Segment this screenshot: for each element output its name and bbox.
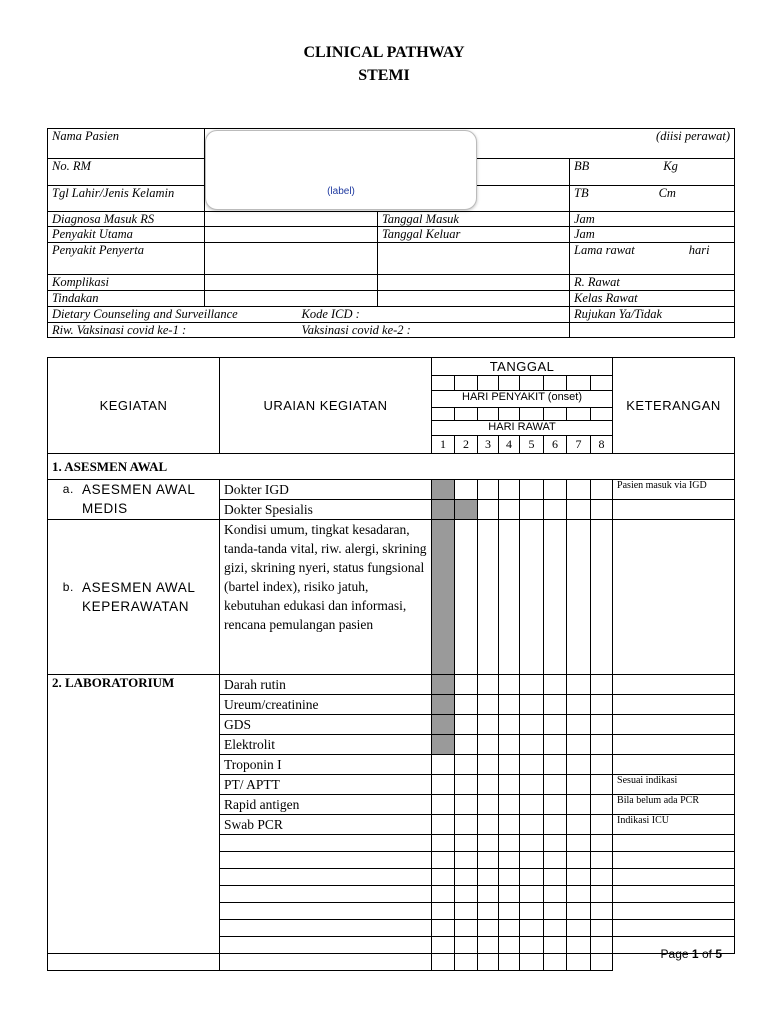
day-cell[interactable] <box>455 869 478 886</box>
lab-note <box>613 695 735 715</box>
day-cell[interactable] <box>455 480 478 500</box>
hari-penyakit-cell[interactable] <box>567 408 591 421</box>
day-cell[interactable] <box>520 735 544 755</box>
day-cell[interactable] <box>544 675 567 695</box>
day-cell[interactable] <box>567 815 591 835</box>
day-cell[interactable] <box>220 954 432 971</box>
hari-penyakit-cell[interactable] <box>520 408 544 421</box>
diagnosa-masuk-label: Diagnosa Masuk RS <box>48 212 205 227</box>
day-cell[interactable] <box>499 520 520 675</box>
day-cell[interactable] <box>432 852 455 869</box>
day-cell[interactable] <box>520 920 544 937</box>
day-cell[interactable] <box>544 715 567 735</box>
patient-label-overlay[interactable] <box>205 130 477 210</box>
day-cell[interactable] <box>544 775 567 795</box>
lama-rawat-label: Lama rawat <box>574 243 635 257</box>
day-cell[interactable] <box>567 852 591 869</box>
day-cell-filled[interactable] <box>432 480 455 500</box>
tgl-lahir-label: Tgl Lahir/Jenis Kelamin <box>48 186 205 212</box>
lab-item: GDS <box>220 715 432 735</box>
tanggal-cell[interactable] <box>455 376 478 391</box>
hari-penyakit-cell[interactable] <box>455 408 478 421</box>
note-cell[interactable] <box>591 954 613 971</box>
day-cell[interactable] <box>478 675 499 695</box>
day-cell[interactable] <box>567 520 591 675</box>
day-cell[interactable] <box>520 869 544 886</box>
day-cell[interactable] <box>499 795 520 815</box>
day-cell[interactable] <box>544 937 567 954</box>
lab-note <box>613 675 735 695</box>
note-cell[interactable] <box>613 886 735 903</box>
day-cell[interactable] <box>544 795 567 815</box>
day-cell[interactable] <box>499 903 520 920</box>
day-cell[interactable] <box>544 954 567 971</box>
tb-label: TB <box>574 186 589 200</box>
day-cell[interactable] <box>591 480 613 500</box>
day-cell[interactable] <box>478 715 499 735</box>
day-cell[interactable] <box>478 903 499 920</box>
day-cell[interactable] <box>591 715 613 735</box>
day-cell[interactable] <box>499 886 520 903</box>
note-cell[interactable] <box>613 835 735 852</box>
day-cell[interactable] <box>432 795 455 815</box>
day-cell[interactable] <box>591 869 613 886</box>
uraian-header: URAIAN KEGIATAN <box>220 358 432 454</box>
day-cell[interactable] <box>567 500 591 520</box>
komplikasi-extra[interactable] <box>378 275 570 291</box>
day-cell[interactable] <box>499 920 520 937</box>
note-cell[interactable] <box>613 869 735 886</box>
no-rm-label: No. RM <box>48 159 205 186</box>
keperawatan-description: Kondisi umum, tingkat kesadaran, tanda-tanda vital, riw. alergi, skrining gizi, skrining nyeri, status fungsional (bartel index), risiko jatuh, kebutuhan edukasi dan informasi, rencana pemulangan pasien <box>220 520 432 675</box>
day-cell-filled[interactable] <box>432 715 455 735</box>
section-laboratorium: 2. LABORATORIUM <box>48 675 220 954</box>
day-cell[interactable] <box>544 920 567 937</box>
current-page: 1 <box>691 947 699 961</box>
day-cell[interactable] <box>591 903 613 920</box>
item-letter-b: b. <box>62 580 74 594</box>
jam-masuk-label: Jam <box>570 212 735 227</box>
day-cell[interactable] <box>520 886 544 903</box>
day-cell[interactable] <box>567 775 591 795</box>
day-number: 5 <box>520 436 544 454</box>
kg-unit: Kg <box>663 159 678 173</box>
day-cell[interactable] <box>591 937 613 954</box>
vaksin-cell <box>48 323 570 338</box>
day-cell[interactable] <box>520 715 544 735</box>
day-cell[interactable] <box>567 795 591 815</box>
day-cell[interactable] <box>478 500 499 520</box>
lab-note: Sesuai indikasi <box>613 775 735 795</box>
lab-item: Swab PCR <box>220 815 432 835</box>
day-cell[interactable] <box>499 852 520 869</box>
day-cell[interactable] <box>499 480 520 500</box>
day-cell[interactable] <box>567 695 591 715</box>
day-cell[interactable] <box>499 835 520 852</box>
day-cell[interactable] <box>455 520 478 675</box>
day-cell[interactable] <box>591 795 613 815</box>
day-cell[interactable] <box>455 695 478 715</box>
day-cell[interactable] <box>478 852 499 869</box>
tindakan-label: Tindakan <box>48 291 205 307</box>
day-cell[interactable] <box>567 715 591 735</box>
hari-penyakit-cell[interactable] <box>591 408 613 421</box>
day-cell[interactable] <box>520 480 544 500</box>
day-cell[interactable] <box>455 852 478 869</box>
empty-row-cell[interactable] <box>220 920 432 937</box>
day-cell[interactable] <box>432 755 455 775</box>
empty-row-cell[interactable] <box>220 852 432 869</box>
day-cell[interactable] <box>544 869 567 886</box>
day-number: 6 <box>544 436 567 454</box>
empty-row-cell[interactable] <box>48 954 220 971</box>
day-cell[interactable] <box>567 869 591 886</box>
day-cell[interactable] <box>432 937 455 954</box>
day-cell[interactable] <box>591 852 613 869</box>
komplikasi-value[interactable] <box>205 275 378 291</box>
day-cell[interactable] <box>591 695 613 715</box>
day-cell[interactable] <box>520 695 544 715</box>
lab-note <box>613 715 735 735</box>
day-number: 7 <box>567 436 591 454</box>
day-cell[interactable] <box>478 920 499 937</box>
day-cell-filled[interactable] <box>432 500 455 520</box>
day-cell[interactable] <box>478 835 499 852</box>
day-cell[interactable] <box>432 775 455 795</box>
asesmen-medis-label: ASESMEN AWAL MEDIS <box>82 482 195 516</box>
item-letter-a: a. <box>62 482 74 496</box>
day-cell[interactable] <box>591 735 613 755</box>
day-cell[interactable] <box>455 735 478 755</box>
hari-penyakit-cell[interactable] <box>478 408 499 421</box>
empty-row-cell[interactable] <box>220 835 432 852</box>
dietary-label: Dietary Counseling and Surveillance <box>52 307 238 321</box>
day-cell[interactable] <box>432 869 455 886</box>
penyakit-utama-label: Penyakit Utama <box>48 227 205 243</box>
diagnosa-masuk-value[interactable] <box>205 212 378 227</box>
day-cell[interactable] <box>591 500 613 520</box>
day-cell[interactable] <box>544 852 567 869</box>
day-cell[interactable] <box>455 886 478 903</box>
day-cell[interactable] <box>499 954 520 971</box>
asesmen-medis-cell <box>48 480 220 520</box>
hari-rawat-header: HARI RAWAT <box>432 421 613 436</box>
day-cell[interactable] <box>499 695 520 715</box>
day-cell[interactable] <box>567 886 591 903</box>
day-cell[interactable] <box>544 695 567 715</box>
day-cell[interactable] <box>478 815 499 835</box>
day-cell[interactable] <box>567 835 591 852</box>
keterangan-header: KETERANGAN <box>613 358 735 454</box>
day-number: 8 <box>591 436 613 454</box>
empty-row-cell[interactable] <box>220 886 432 903</box>
day-cell[interactable] <box>499 937 520 954</box>
day-cell[interactable] <box>520 520 544 675</box>
day-cell[interactable] <box>455 937 478 954</box>
empty-row-cell[interactable] <box>220 903 432 920</box>
dokter-spesialis: Dokter Spesialis <box>220 500 432 520</box>
day-cell[interactable] <box>478 520 499 675</box>
tanggal-cell[interactable] <box>478 376 499 391</box>
day-cell[interactable] <box>432 835 455 852</box>
day-cell[interactable] <box>567 755 591 775</box>
lab-note: Indikasi ICU <box>613 815 735 835</box>
tanggal-header: TANGGAL <box>432 358 613 376</box>
day-cell[interactable] <box>478 480 499 500</box>
day-cell[interactable] <box>455 795 478 815</box>
lab-item: Ureum/creatinine <box>220 695 432 715</box>
day-cell[interactable] <box>499 735 520 755</box>
day-cell[interactable] <box>432 886 455 903</box>
day-cell[interactable] <box>455 775 478 795</box>
note-cell[interactable] <box>613 520 735 675</box>
note-cell[interactable] <box>613 920 735 937</box>
note-igd: Pasien masuk via IGD <box>613 480 735 500</box>
day-cell[interactable] <box>432 903 455 920</box>
day-cell[interactable] <box>478 869 499 886</box>
day-cell[interactable] <box>520 775 544 795</box>
day-cell[interactable] <box>520 835 544 852</box>
hari-penyakit-cell[interactable] <box>432 408 455 421</box>
day-cell[interactable] <box>544 480 567 500</box>
day-cell[interactable] <box>455 815 478 835</box>
day-number: 3 <box>478 436 499 454</box>
day-cell[interactable] <box>499 755 520 775</box>
lab-item: Elektrolit <box>220 735 432 755</box>
day-cell-filled[interactable] <box>455 500 478 520</box>
bb-label: BB <box>574 159 590 173</box>
day-cell[interactable] <box>455 954 478 971</box>
day-cell[interactable] <box>520 755 544 775</box>
asesmen-keperawatan-label: ASESMEN AWAL KEPERAWATAN <box>82 580 195 614</box>
kode-icd-label: Kode ICD : <box>301 307 360 321</box>
kelas-rawat-label: Kelas Rawat <box>570 291 735 307</box>
tb-cell <box>570 186 735 212</box>
lab-note: Bila belum ada PCR <box>613 795 735 815</box>
day-cell[interactable] <box>520 903 544 920</box>
day-cell[interactable] <box>544 815 567 835</box>
day-cell[interactable] <box>591 835 613 852</box>
day-number: 4 <box>499 436 520 454</box>
day-cell[interactable] <box>567 735 591 755</box>
nama-pasien-label: Nama Pasien <box>48 129 205 159</box>
day-cell[interactable] <box>544 835 567 852</box>
day-cell[interactable] <box>478 695 499 715</box>
day-cell[interactable] <box>520 954 544 971</box>
day-cell[interactable] <box>478 954 499 971</box>
day-cell[interactable] <box>567 675 591 695</box>
day-cell[interactable] <box>432 815 455 835</box>
day-cell[interactable] <box>544 500 567 520</box>
note-cell[interactable] <box>613 903 735 920</box>
tanggal-cell[interactable] <box>591 376 613 391</box>
day-cell[interactable] <box>499 675 520 695</box>
cm-unit: Cm <box>658 186 676 200</box>
tanggal-cell[interactable] <box>544 376 567 391</box>
of-word: of <box>701 947 712 961</box>
day-cell[interactable] <box>591 886 613 903</box>
tindakan-value[interactable] <box>205 291 378 307</box>
rujukan-label: Rujukan Ya/Tidak <box>570 307 735 323</box>
day-cell-filled[interactable] <box>432 695 455 715</box>
lab-note <box>613 755 735 775</box>
tanggal-cell[interactable] <box>499 376 520 391</box>
label-placeholder: (label) <box>327 186 355 197</box>
document-subtitle: STEMI <box>358 67 410 84</box>
tanggal-cell[interactable] <box>567 376 591 391</box>
tanggal-cell[interactable] <box>432 376 455 391</box>
tindakan-extra[interactable] <box>378 291 570 307</box>
penyakit-utama-value[interactable] <box>205 227 378 243</box>
section-asesmen-awal: 1. ASESMEN AWAL <box>48 454 735 480</box>
day-cell[interactable] <box>520 852 544 869</box>
lab-item: PT/ APTT <box>220 775 432 795</box>
day-cell[interactable] <box>478 937 499 954</box>
total-pages: 5 <box>715 947 722 961</box>
page-word: Page <box>660 947 689 961</box>
jam-keluar-label: Jam <box>570 227 735 243</box>
lab-note <box>613 735 735 755</box>
day-cell[interactable] <box>591 520 613 675</box>
hari-penyakit-cell[interactable] <box>499 408 520 421</box>
day-cell[interactable] <box>478 755 499 775</box>
day-cell[interactable] <box>455 920 478 937</box>
day-cell[interactable] <box>591 815 613 835</box>
day-number: 1 <box>432 436 455 454</box>
page-number <box>661 947 722 961</box>
day-number: 2 <box>455 436 478 454</box>
day-cell[interactable] <box>499 815 520 835</box>
day-cell[interactable] <box>499 500 520 520</box>
day-cell[interactable] <box>499 775 520 795</box>
day-cell[interactable] <box>591 755 613 775</box>
day-cell[interactable] <box>544 735 567 755</box>
vaksin-extra[interactable] <box>570 323 735 338</box>
day-cell[interactable] <box>455 835 478 852</box>
day-cell[interactable] <box>520 937 544 954</box>
day-cell[interactable] <box>520 500 544 520</box>
vaksin1-label: Riw. Vaksinasi covid ke-1 : <box>52 323 187 337</box>
day-cell[interactable] <box>432 920 455 937</box>
day-cell[interactable] <box>520 675 544 695</box>
day-cell[interactable] <box>499 869 520 886</box>
lab-item: Rapid antigen <box>220 795 432 815</box>
day-cell[interactable] <box>567 480 591 500</box>
day-cell[interactable] <box>478 795 499 815</box>
day-cell-filled[interactable] <box>432 520 455 675</box>
day-cell[interactable] <box>455 903 478 920</box>
penyakit-penyerta-extra[interactable] <box>378 243 570 275</box>
day-cell[interactable] <box>567 937 591 954</box>
day-cell[interactable] <box>544 903 567 920</box>
dokter-igd: Dokter IGD <box>220 480 432 500</box>
tanggal-cell[interactable] <box>520 376 544 391</box>
day-cell[interactable] <box>544 520 567 675</box>
day-cell[interactable] <box>455 675 478 695</box>
tanggal-keluar-label: Tanggal Keluar <box>378 227 570 243</box>
tanggal-masuk-label: Tanggal Masuk <box>378 212 570 227</box>
asesmen-keperawatan-cell <box>48 520 220 675</box>
day-cell[interactable] <box>455 755 478 775</box>
day-cell-filled[interactable] <box>432 735 455 755</box>
activity-table <box>47 357 735 971</box>
day-cell[interactable] <box>591 775 613 795</box>
day-cell[interactable] <box>567 954 591 971</box>
empty-row-cell[interactable] <box>220 869 432 886</box>
lab-item: Darah rutin <box>220 675 432 695</box>
note-cell[interactable] <box>613 852 735 869</box>
day-cell[interactable] <box>520 795 544 815</box>
day-cell[interactable] <box>478 775 499 795</box>
day-cell[interactable] <box>478 735 499 755</box>
komplikasi-label: Komplikasi <box>48 275 205 291</box>
penyakit-penyerta-label: Penyakit Penyerta <box>48 243 205 275</box>
day-cell[interactable] <box>455 715 478 735</box>
r-rawat-label: R. Rawat <box>570 275 735 291</box>
diisi-perawat-note: (diisi perawat) <box>205 129 735 159</box>
day-cell[interactable] <box>520 815 544 835</box>
day-cell[interactable] <box>544 755 567 775</box>
note-cell[interactable] <box>613 500 735 520</box>
empty-row-cell[interactable] <box>220 937 432 954</box>
day-cell[interactable] <box>591 675 613 695</box>
hari-penyakit-header: HARI PENYAKIT (onset) <box>432 391 613 408</box>
lab-item: Troponin I <box>220 755 432 775</box>
document-title: CLINICAL PATHWAY <box>303 44 465 61</box>
day-cell[interactable] <box>567 903 591 920</box>
day-cell[interactable] <box>567 920 591 937</box>
day-cell-filled[interactable] <box>432 675 455 695</box>
bb-cell <box>570 159 735 186</box>
kegiatan-header: KEGIATAN <box>48 358 220 454</box>
hari-penyakit-cell[interactable] <box>544 408 567 421</box>
day-cell[interactable] <box>432 954 455 971</box>
day-cell[interactable] <box>544 886 567 903</box>
day-cell[interactable] <box>591 920 613 937</box>
vaksin2-label: Vaksinasi covid ke-2 : <box>301 323 411 337</box>
day-cell[interactable] <box>478 886 499 903</box>
hari-unit: hari <box>688 243 710 257</box>
dietary-cell <box>48 307 570 323</box>
lama-rawat-cell <box>570 243 735 275</box>
penyakit-penyerta-value[interactable] <box>205 243 378 275</box>
day-cell[interactable] <box>499 715 520 735</box>
